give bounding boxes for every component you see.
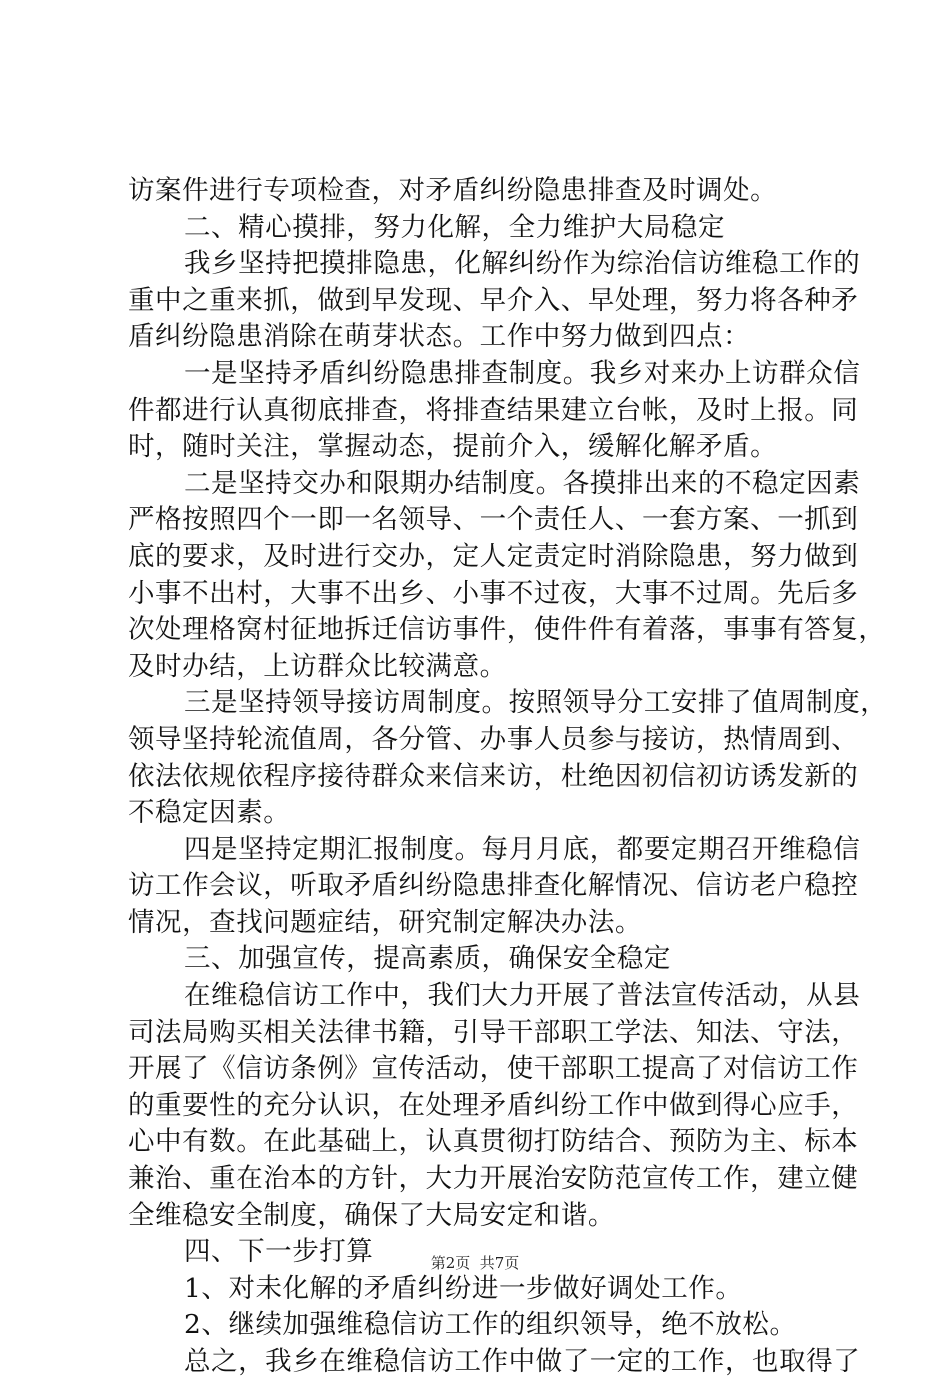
text-line: 2、继续加强维稳信访工作的组织领导，绝不放松。 bbox=[184, 1309, 797, 1341]
text-line: 依法依规依程序接待群众来信来访，杜绝因初信初访诱发新的 bbox=[128, 760, 859, 792]
text-line: 时，随时关注，掌握动态，提前介入，缓解化解矛盾。 bbox=[128, 431, 778, 463]
text-line: 严格按照四个一即一名领导、一个责任人、一套方案、一抓到 bbox=[128, 504, 859, 536]
text-line: 底的要求，及时进行交办，定人定责定时消除隐患，努力做到 bbox=[128, 540, 859, 572]
text-line: 不稳定因素。 bbox=[128, 797, 291, 829]
text-line: 四、下一步打算 bbox=[184, 1236, 374, 1268]
text-line: 二是坚持交办和限期办结制度。各摸排出来的不稳定因素 bbox=[184, 467, 861, 499]
text-line: 盾纠纷隐患消除在萌芽状态。工作中努力做到四点： bbox=[128, 321, 751, 353]
text-line: 三、加强宣传，提高素质，确保安全稳定 bbox=[184, 943, 671, 975]
text-line: 访案件进行专项检查，对矛盾纠纷隐患排查及时调处。 bbox=[128, 175, 778, 206]
text-line: 开展了《信访条例》宣传活动，使干部职工提高了对信访工作 bbox=[128, 1053, 859, 1085]
text-line: 及时办结，上访群众比较满意。 bbox=[128, 650, 507, 682]
text-line: 三是坚持领导接访周制度。按照领导分工安排了值周制度， bbox=[184, 687, 888, 719]
text-line: 重中之重来抓，做到早发现、早介入、早处理，努力将各种矛 bbox=[128, 284, 859, 316]
page-footer bbox=[0, 1253, 950, 1273]
text-line: 兼治、重在治本的方针，大力开展治安防范宣传工作，建立健 bbox=[128, 1163, 859, 1195]
text-line: 领导坚持轮流值周，各分管、办事人员参与接访，热情周到、 bbox=[128, 723, 859, 755]
text-line: 我乡坚持把摸排隐患，化解纠纷作为综治信访维稳工作的 bbox=[184, 248, 861, 280]
document-body bbox=[128, 173, 888, 1381]
text-line: 情况，查找问题症结，研究制定解决办法。 bbox=[128, 906, 642, 938]
text-line: 1、对未化解的矛盾纠纷进一步做好调处工作。 bbox=[184, 1272, 743, 1304]
page-number-label: 第2页 共7页 bbox=[430, 1254, 520, 1272]
text-line: 的重要性的充分认识，在处理矛盾纠纷工作中做到得心应手， bbox=[128, 1089, 859, 1121]
text-line: 访工作会议，听取矛盾纠纷隐患排查化解情况、信访老户稳控 bbox=[128, 870, 859, 902]
text-line: 四是坚持定期汇报制度。每月月底，都要定期召开维稳信 bbox=[184, 833, 861, 865]
text-line: 件都进行认真彻底排查，将排查结果建立台帐，及时上报。同 bbox=[128, 394, 859, 426]
text-line: 在维稳信访工作中，我们大力开展了普法宣传活动，从县 bbox=[184, 980, 861, 1012]
text-line: 司法局购买相关法律书籍，引导干部职工学法、知法、守法， bbox=[128, 1016, 859, 1048]
text-line: 小事不出村，大事不出乡、小事不过夜，大事不过周。先后多 bbox=[128, 577, 859, 609]
text-line: 总之，我乡在维稳信访工作中做了一定的工作，也取得了 bbox=[184, 1346, 861, 1377]
text-line: 次处理格窝村征地拆迁信访事件，使件件有着落，事事有答复， bbox=[128, 614, 886, 646]
text-line: 二、精心摸排，努力化解，全力维护大局稳定 bbox=[184, 211, 725, 243]
text-line: 全维稳安全制度，确保了大局安定和谐。 bbox=[128, 1199, 615, 1231]
text-line: 一是坚持矛盾纠纷隐患排查制度。我乡对来办上访群众信 bbox=[184, 357, 861, 389]
text-line: 心中有数。在此基础上，认真贯彻打防结合、预防为主、标本 bbox=[128, 1126, 859, 1158]
